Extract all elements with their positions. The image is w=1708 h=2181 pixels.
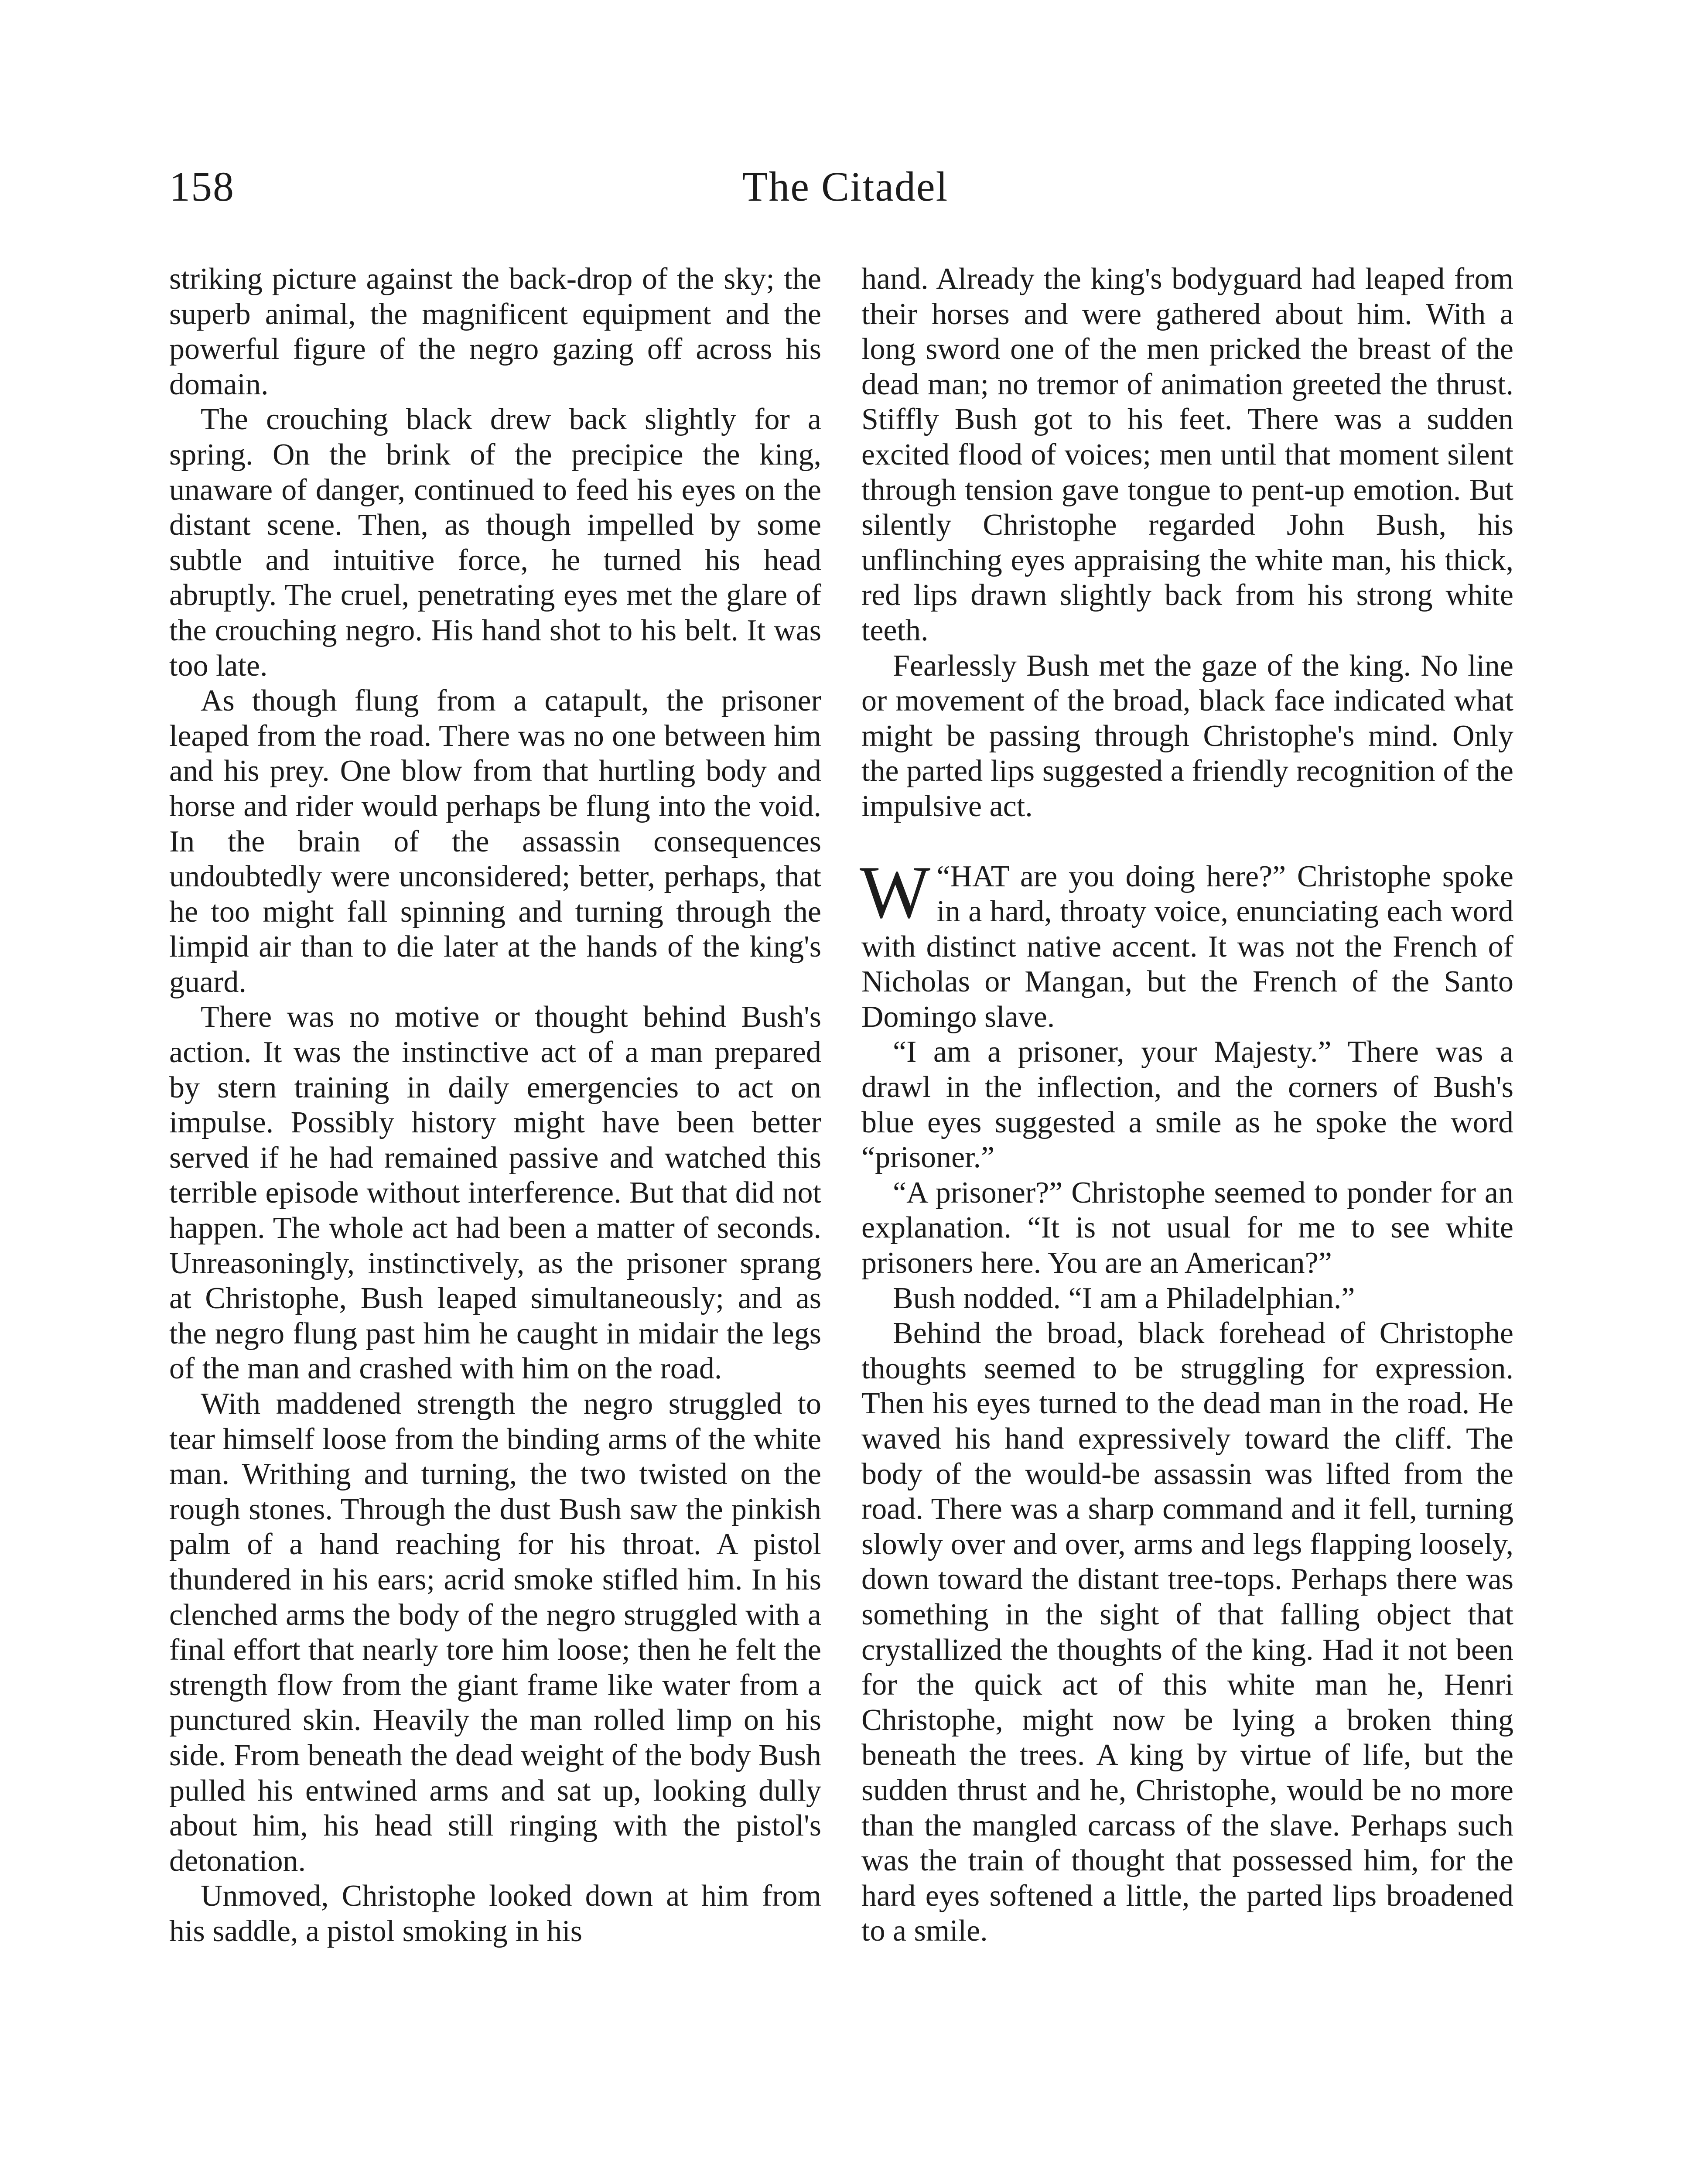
- section-break: [861, 824, 1513, 859]
- paragraph: Unmoved, Christophe looked down at him from his saddle, a pistol smoking in his: [169, 1879, 821, 1948]
- dropcap-paragraph-text: HAT are you doing here?” Christophe spoke in a hard, throaty voice, enunciating each word with distinct native accent. It was not the French of Nicholas or Mangan, but the French of the Santo Domingo slave.: [861, 859, 1513, 1034]
- paragraph: As though flung from a catapult, the prisoner leaped from the road. There was no one between him and his prey. One blow from that hurtling body and horse and rider would perhaps be flung into the void. In the brain of the assassin consequences undoubtedly were unconsidered; better, perhaps, that he too might fall spinning and turning through the limpid air than to die later at the hands of the king's guard.: [169, 684, 821, 999]
- paragraph: “I am a prisoner, your Majesty.” There was a drawl in the inflection, and the corners of Bush's blue eyes suggested a smile as he spoke the word “prisoner.”: [861, 1035, 1513, 1175]
- paragraph: The crouching black drew back slightly for a spring. On the brink of the precipice the king, unaware of danger, continued to feed his eyes on the distant scene. Then, as though impelled by some subtle and intuitive force, he turned his head abruptly. The cruel, penetrating eyes met the glare of the crouching negro. His hand shot to his belt. It was too late.: [169, 403, 821, 683]
- paragraph: striking picture against the back-drop of the sky; the superb animal, the magnificent equipment and the powerful figure of the negro gazing off across his domain.: [169, 262, 821, 401]
- paragraph: With maddened strength the negro struggled to tear himself loose from the binding arms of the white man. Writhing and turning, the two twisted on the rough stones. Through the dust Bush saw the pinkish palm of a hand reaching for his throat. A pistol thundered in his ears; acrid smoke stifled him. In his clenched arms the body of the negro struggled with a final effort that nearly tore him loose; then he felt the strength flow from the giant frame like water from a punctured skin. Heavily the man rolled limp on his side. From beneath the dead weight of the body Bush pulled his entwined arms and sat up, looking dully about him, his head still ringing with the pistol's detonation.: [169, 1387, 821, 1878]
- right-column: [861, 262, 1513, 1949]
- running-title: The Citadel: [742, 163, 949, 210]
- page-header: [169, 163, 1521, 227]
- paragraph: hand. Already the king's bodyguard had leaped from their horses and were gathered about him. With a long sword one of the men pricked the breast of the dead man; no tremor of animation greeted the thrust. Stiffly Bush got to his feet. There was a sudden excited flood of voices; men until that moment silent through tension gave tongue to pent-up emotion. But silently Christophe regarded John Bush, his unflinching eyes appraising the white man, his thick, red lips drawn slightly back from his strong white teeth.: [861, 262, 1513, 647]
- paragraph: There was no motive or thought behind Bush's action. It was the instinctive act of a man prepared by stern training in daily emergencies to act on impulse. Possibly history might have been better served if he had remained passive and watched this terrible episode without interference. But that did not happen. The whole act had been a matter of seconds. Unreasoningly, instinctively, as the prisoner sprang at Christophe, Bush leaped simultaneously; and as the negro flung past him he caught in midair the legs of the man and crashed with him on the road.: [169, 1000, 821, 1386]
- paragraph: “A prisoner?” Christophe seemed to ponder for an explanation. “It is not usual for me to see white prisoners here. You are an American?”: [861, 1176, 1513, 1280]
- paragraph: Fearlessly Bush met the gaze of the king. No line or movement of the broad, black face indicated what might be passing through Christophe's mind. Only the parted lips suggested a friendly recognition of the impulsive act.: [861, 649, 1513, 823]
- paragraph: Bush nodded. “I am a Philadelphian.”: [893, 1281, 1355, 1315]
- dropcap-paragraph: [860, 851, 1513, 1035]
- page-number: 158: [169, 163, 235, 210]
- paragraph: Behind the broad, black forehead of Christophe thoughts seemed to be struggling for expression. Then his eyes turned to the dead man in the road. He waved his hand expressively toward the cliff. The body of the would-be assassin was lifted from the road. There was a sharp command and it fell, turning slowly over and over, arms and legs flapping loosely, down toward the distant tree-tops. Perhaps there was something in the sight of that falling object that crystallized the thoughts of the king. Had it not been for the quick act of this white man he, Henri Christophe, might now be lying a broken thing beneath the trees. A king by virtue of life, but the sudden thrust and he, Christophe, would be no more than the mangled carcass of the slave. Perhaps such was the train of thought that possessed him, for the hard eyes softened a little, the parted lips broadened to a smile.: [861, 1316, 1513, 1948]
- drop-cap-letter: W: [860, 851, 931, 934]
- left-column: [169, 262, 821, 1949]
- opening-quote: “: [936, 859, 950, 893]
